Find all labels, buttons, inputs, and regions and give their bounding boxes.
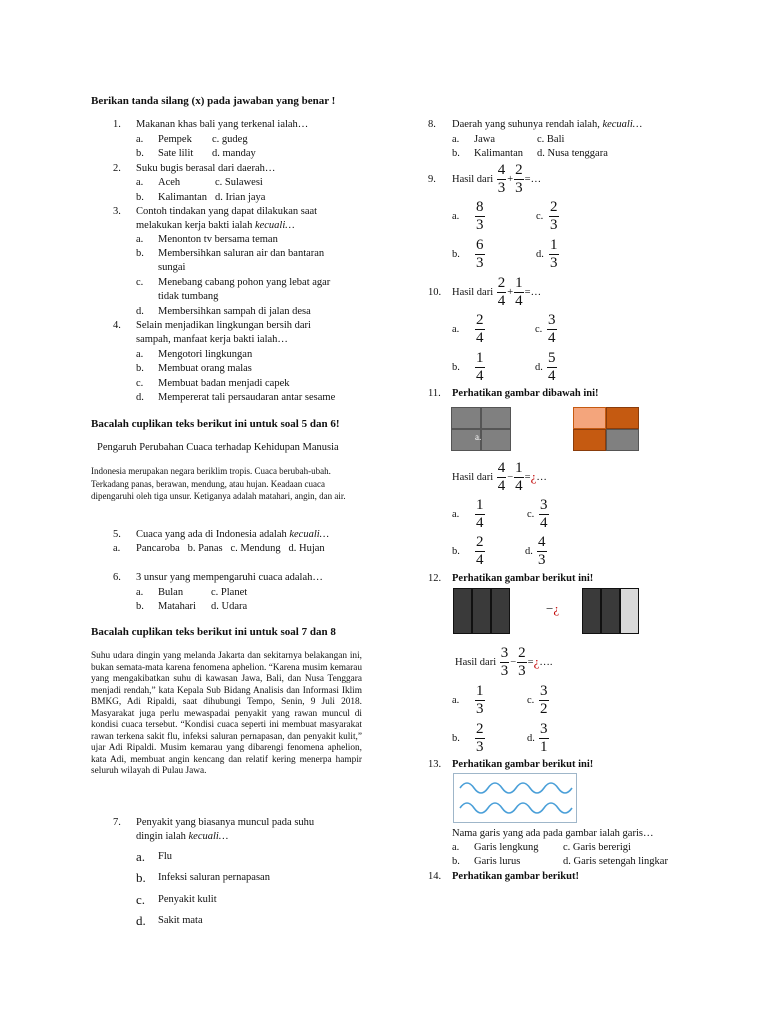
q4-option-a-label[interactable]: a. — [136, 349, 144, 360]
q4-text-line1: Selain menjadikan lingkungan bersih dari — [136, 320, 311, 331]
q11-picture-orange-grid — [573, 407, 639, 451]
q12-expression: Hasil dari $\frac{3}{3}$ − $\frac{2}{3}$ = ¿ …. — [455, 644, 553, 679]
q13-text: Perhatikan gambar berikut ini! — [452, 759, 594, 770]
q7-option-c[interactable]: Penyakit kulit — [158, 894, 217, 905]
q3-option-a-label[interactable]: a. — [136, 234, 144, 245]
q4-text-line2: sampah, manfaat kerja bakti ialah… — [136, 334, 288, 345]
q5-number: 5. — [113, 529, 121, 540]
q1-option-c[interactable]: c. gudeg — [212, 134, 248, 145]
q11-option-c[interactable]: c. $\frac{3}{4}$ — [527, 496, 548, 531]
q7-option-d[interactable]: Sakit mata — [158, 915, 203, 926]
q8-option-b[interactable]: Kalimantan — [474, 148, 523, 159]
q10-option-a[interactable]: a. $\frac{2}{4}$ — [452, 311, 484, 346]
q9-number: 9. — [428, 174, 436, 185]
q7-option-c-label[interactable]: c. — [136, 892, 146, 907]
q1-option-a-label[interactable]: a. — [136, 134, 144, 145]
passage1: Indonesia merupakan negara beriklim tropis. Cuaca berubah-ubah. Terkadang panas, berawan, mendung, atau hujan. Keadaan cuaca dipengaruhi oleh tiga unsur. Ketiganya adalah matahari, angin, dan air. — [91, 466, 346, 501]
q3-option-b-line1[interactable]: Membersihkan saluran air dan bantaran — [158, 248, 325, 259]
q13-option-a[interactable]: Garis lengkung — [474, 842, 539, 853]
q13-option-d[interactable]: d. Garis setengah lingkar — [563, 856, 668, 867]
reading-instruction-1: Bacalah cuplikan teks berikut ini untuk soal 5 dan 6! — [91, 418, 340, 430]
q3-option-a[interactable]: Menonton tv bersama teman — [158, 234, 278, 245]
q9-fraction-2: $\frac{2}{3}$ — [515, 161, 523, 196]
q9-expression: Hasil dari $\frac{4}{3}$ + $\frac{2}{3}$ =… — [452, 161, 542, 196]
q13-option-b[interactable]: Garis lurus — [474, 856, 521, 867]
q3-option-b-line2[interactable]: sungai — [158, 262, 186, 273]
instruction: Berikan tanda silang (x) pada jawaban yang benar ! — [91, 95, 336, 107]
q12-number: 12. — [428, 573, 442, 584]
q1-option-b-label[interactable]: b. — [136, 148, 144, 159]
q4-option-b[interactable]: Membuat orang malas — [158, 363, 252, 374]
q11-picture-label: a. — [475, 432, 482, 442]
q3-option-c-line1[interactable]: Menebang cabang pohon yang lebat agar — [158, 277, 331, 288]
q2-option-d[interactable]: d. Irian jaya — [215, 192, 266, 203]
q12-option-b[interactable]: b. $\frac{2}{3}$ — [452, 720, 484, 755]
q14-number: 14. — [428, 871, 442, 882]
q2-option-b-label[interactable]: b. — [136, 192, 144, 203]
q8-option-c[interactable]: c. Bali — [537, 134, 565, 145]
q6-option-b-label[interactable]: b. — [136, 601, 144, 612]
q4-option-a[interactable]: Mengotori lingkungan — [158, 349, 253, 360]
q4-number: 4. — [113, 320, 121, 331]
q2-option-b[interactable]: Kalimantan — [158, 192, 207, 203]
q2-text: Suku bugis berasal dari daerah… — [136, 163, 276, 174]
q5-option-a-label[interactable]: a. — [113, 543, 121, 554]
q9-option-b[interactable]: b. $\frac{6}{3}$ — [452, 236, 484, 271]
q3-option-d-label[interactable]: d. — [136, 306, 144, 317]
q11-option-b[interactable]: b. $\frac{2}{4}$ — [452, 533, 484, 568]
q10-option-c[interactable]: c. $\frac{3}{4}$ — [535, 311, 556, 346]
q9-option-a[interactable]: a. $\frac{8}{3}$ — [452, 198, 484, 233]
q2-option-a-label[interactable]: a. — [136, 177, 144, 188]
q13-question: Nama garis yang ada pada gambar ialah garis… — [452, 828, 654, 839]
q6-number: 6. — [113, 572, 121, 583]
q12-picture-2 — [582, 588, 639, 634]
q8-option-a-label[interactable]: a. — [452, 134, 460, 145]
q12-minus-sign: −¿ — [546, 601, 560, 616]
q12-option-c[interactable]: c. $\frac{3}{2}$ — [527, 682, 548, 717]
q1-option-d[interactable]: d. manday — [212, 148, 256, 159]
q11-number: 11. — [428, 388, 441, 399]
q10-option-d[interactable]: d. $\frac{5}{4}$ — [535, 349, 556, 384]
q6-text: 3 unsur yang mempengaruhi cuaca adalah… — [136, 572, 323, 583]
reading-instruction-2: Bacalah cuplikan teks berikut ini untuk soal 7 dan 8 — [91, 626, 336, 638]
q6-option-a[interactable]: Bulan — [158, 587, 184, 598]
q11-text: Perhatikan gambar dibawah ini! — [452, 388, 599, 399]
q5-options[interactable]: Pancaroba b. Panas c. Mendung d. Hujan — [136, 543, 325, 554]
q3-number: 3. — [113, 206, 121, 217]
q8-option-a[interactable]: Jawa — [474, 134, 495, 145]
q6-option-d[interactable]: d. Udara — [211, 601, 248, 612]
q14-text: Perhatikan gambar berikut! — [452, 871, 579, 882]
q12-picture-1 — [453, 588, 510, 634]
q3-option-c-label[interactable]: c. — [136, 277, 144, 288]
q4-option-d[interactable]: Mempererat tali persaudaran antar sesame — [158, 392, 336, 403]
passage2: Suhu udara dingin yang melanda Jakarta dan sekitarnya belakangan ini, bukan semata-mata karena fenomena aphelion. “Karena musim kemarau yang mengakibatkan suhu di kawasan Jawa, Bali, dan Nusa Tenggara menjadi rendah,” kata Kepala Sub Bidang Analisis dan Informasi Iklim BMKG, Adi Ripaldi, saat dihubungi Tempo, Senin, 9 Juli 2018. Masyarakat juga perlu mewaspadai penyakit yang rawan muncul di kondisi cuaca tersebut. “Kondisi cuaca seperti ini membuat masyarakat rawan terkena sakit flu, infeksi saluran pernapasan, dan penyakit kulit,” ujar Adi Ripaldi. Musim kemarau yang dibarengi fenomena aphelion, kata Adi, membuat angin kencang dan relatif kering menerpa hampir seluruh wilayah di Pulau Jawa. — [91, 651, 362, 776]
q7-option-b-label[interactable]: b. — [136, 870, 146, 885]
q3-text-line2: melakukan kerja bakti ialah kecuali… — [136, 220, 295, 231]
q8-option-d[interactable]: d. Nusa tenggara — [537, 148, 608, 159]
q2-number: 2. — [113, 163, 121, 174]
q4-option-c[interactable]: Membuat badan menjadi capek — [158, 378, 290, 389]
q1-text: Makanan khas bali yang terkenal ialah… — [136, 119, 309, 130]
q4-option-b-label[interactable]: b. — [136, 363, 144, 374]
q7-option-a-label[interactable]: a. — [136, 849, 146, 864]
q12-option-a[interactable]: a. $\frac{1}{3}$ — [452, 682, 484, 717]
q5-text: Cuaca yang ada di Indonesia adalah kecuali… — [136, 529, 330, 540]
q8-text: Daerah yang suhunya rendah ialah, kecuali… — [452, 119, 643, 130]
q10-expression: Hasil dari $\frac{2}{4}$ + $\frac{1}{4}$ =… — [452, 274, 542, 309]
q3-option-b-label[interactable]: b. — [136, 248, 144, 259]
q13-option-c[interactable]: c. Garis bererigi — [563, 842, 631, 853]
q7-text-line1: Penyakit yang biasanya muncul pada suhu — [136, 817, 315, 828]
q13-option-b-label[interactable]: b. — [452, 856, 460, 867]
q2-option-a[interactable]: Aceh — [158, 177, 181, 188]
q13-number: 13. — [428, 759, 442, 770]
q7-option-b[interactable]: Infeksi saluran pernapasan — [158, 872, 270, 883]
q12-text: Perhatikan gambar berikut ini! — [452, 573, 594, 584]
q1-number: 1. — [113, 119, 121, 130]
q9-fraction-1: $\frac{4}{3}$ — [497, 161, 506, 196]
q2-option-c[interactable]: c. Sulawesi — [215, 177, 263, 188]
q7-text-line2: dingin ialah kecuali… — [136, 831, 229, 842]
q8-option-b-label[interactable]: b. — [452, 148, 460, 159]
q10-option-b[interactable]: b. $\frac{1}{4}$ — [452, 349, 484, 384]
q9-option-c[interactable]: c. $\frac{2}{3}$ — [536, 198, 558, 233]
q7-option-d-label[interactable]: d. — [136, 913, 146, 928]
q3-option-d[interactable]: Membersihkan sampah di jalan desa — [158, 306, 311, 317]
q7-option-a[interactable]: Flu — [158, 851, 173, 862]
q9-option-d[interactable]: d. $\frac{1}{3}$ — [536, 236, 558, 271]
q4-option-d-label[interactable]: d. — [136, 392, 144, 403]
wavy-lines-icon — [454, 774, 576, 822]
q10-number: 10. — [428, 287, 442, 298]
q13-option-a-label[interactable]: a. — [452, 842, 460, 853]
q1-option-a[interactable]: Pempek — [158, 134, 192, 145]
q12-option-d[interactable]: d. $\frac{3}{1}$ — [527, 720, 548, 755]
q6-option-a-label[interactable]: a. — [136, 587, 144, 598]
q6-option-b[interactable]: Matahari — [158, 601, 196, 612]
q4-option-c-label[interactable]: c. — [136, 378, 144, 389]
q13-wave-picture — [453, 773, 577, 823]
q11-expression: Hasil dari $\frac{4}{4}$ − $\frac{1}{4}$ = ¿ … — [452, 459, 547, 494]
q11-option-d[interactable]: d. $\frac{4}{3}$ — [525, 533, 546, 568]
passage1-title: Pengaruh Perubahan Cuaca terhadap Kehidupan Manusia — [97, 442, 339, 453]
q3-option-c-line2[interactable]: tidak tumbang — [158, 291, 219, 302]
q7-number: 7. — [113, 817, 121, 828]
q6-option-c[interactable]: c. Planet — [211, 587, 248, 598]
q11-picture-gray-grid — [451, 407, 511, 451]
q3-text-line1: Contoh tindakan yang dapat dilakukan saat — [136, 206, 318, 217]
q11-option-a[interactable]: a. $\frac{1}{4}$ — [452, 496, 484, 531]
q1-option-b[interactable]: Sate lilit — [158, 148, 194, 159]
q8-number: 8. — [428, 119, 436, 130]
